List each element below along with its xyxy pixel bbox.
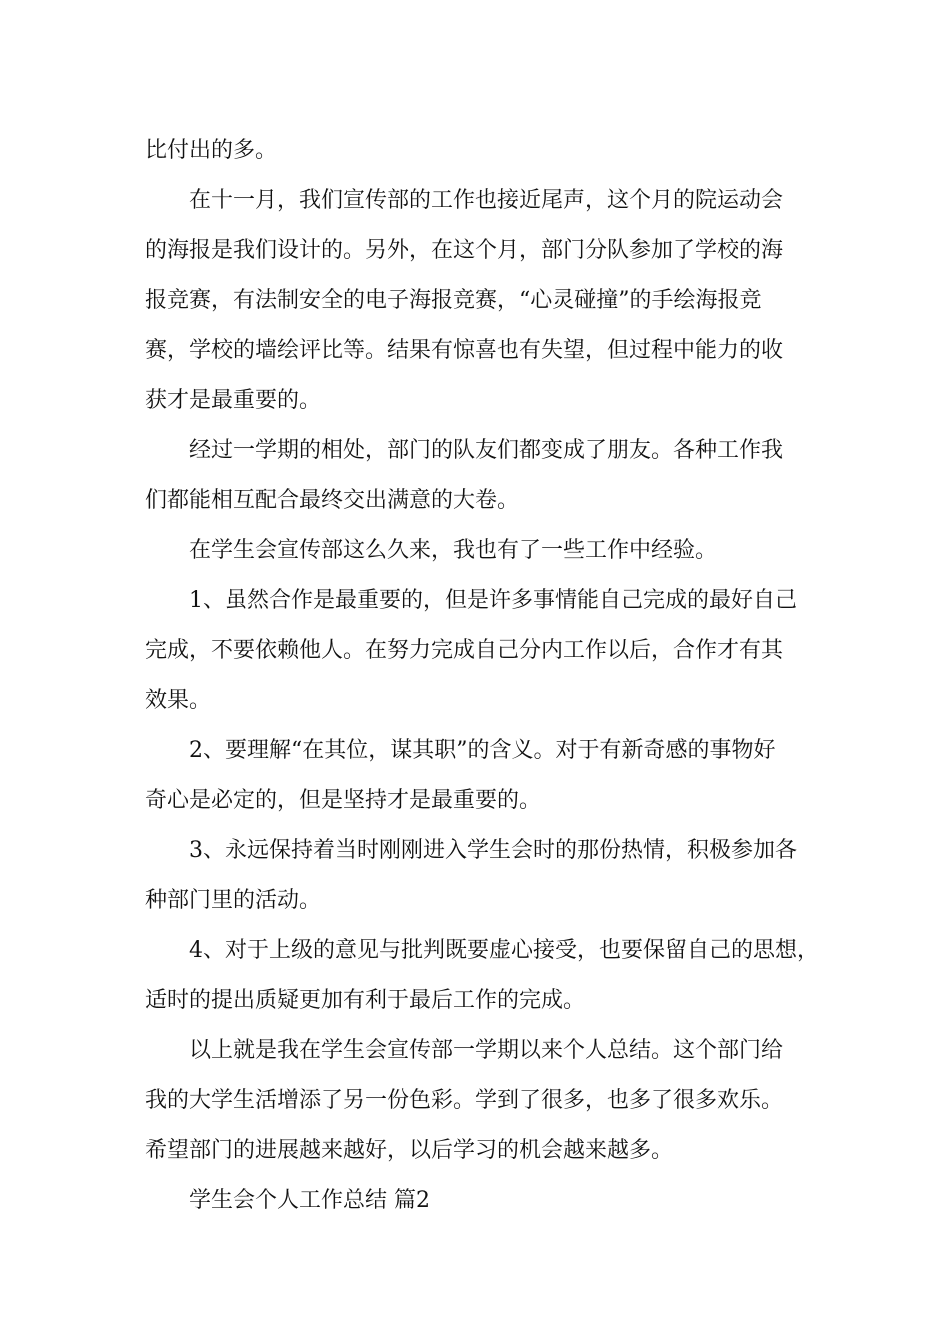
list-item-2: 2、要理解“在其位，谋其职”的含义。对于有新奇感的事物好 [189, 738, 776, 763]
list-item-3: 3、永远保持着当时刚刚进入学生会时的那份热情，积极参加各 [189, 838, 797, 863]
text-line: 完成，不要依赖他人。在努力完成自己分内工作以后，合作才有其 [145, 638, 784, 663]
text-line: 效果。 [145, 688, 212, 713]
text-line: 种部门里的活动。 [145, 888, 322, 913]
text-line: 赛，学校的墙绘评比等。结果有惊喜也有失望，但过程中能力的收 [145, 338, 784, 363]
paragraph-start: 经过一学期的相处，部门的队友们都变成了朋友。各种工作我 [189, 438, 784, 463]
text-line: 希望部门的进展越来越好，以后学习的机会越来越多。 [145, 1138, 674, 1163]
list-item-4: 4、对于上级的意见与批判既要虚心接受，也要保留自己的思想， [189, 938, 819, 963]
section-heading: 学生会个人工作总结 篇2 [189, 1188, 430, 1213]
paragraph-start: 在十一月，我们宣传部的工作也接近尾声，这个月的院运动会 [189, 188, 784, 213]
paragraph-start: 在学生会宣传部这么久来，我也有了一些工作中经验。 [189, 538, 718, 563]
text-line: 报竞赛，有法制安全的电子海报竞赛，“心灵碰撞”的手绘海报竞 [145, 288, 762, 313]
text-line: 们都能相互配合最终交出满意的大卷。 [145, 488, 520, 513]
text-line: 比付出的多。 [145, 138, 278, 163]
text-line: 适时的提出质疑更加有利于最后工作的完成。 [145, 988, 586, 1013]
text-line: 获才是最重要的。 [145, 388, 322, 413]
text-line: 我的大学生活增添了另一份色彩。学到了很多，也多了很多欢乐。 [145, 1088, 784, 1113]
text-line: 的海报是我们设计的。另外，在这个月，部门分队参加了学校的海 [145, 238, 784, 263]
text-line: 奇心是必定的，但是坚持才是最重要的。 [145, 788, 542, 813]
paragraph-start: 以上就是我在学生会宣传部一学期以来个人总结。这个部门给 [189, 1038, 784, 1063]
list-item-1: 1、虽然合作是最重要的，但是许多事情能自己完成的最好自己 [189, 588, 797, 613]
